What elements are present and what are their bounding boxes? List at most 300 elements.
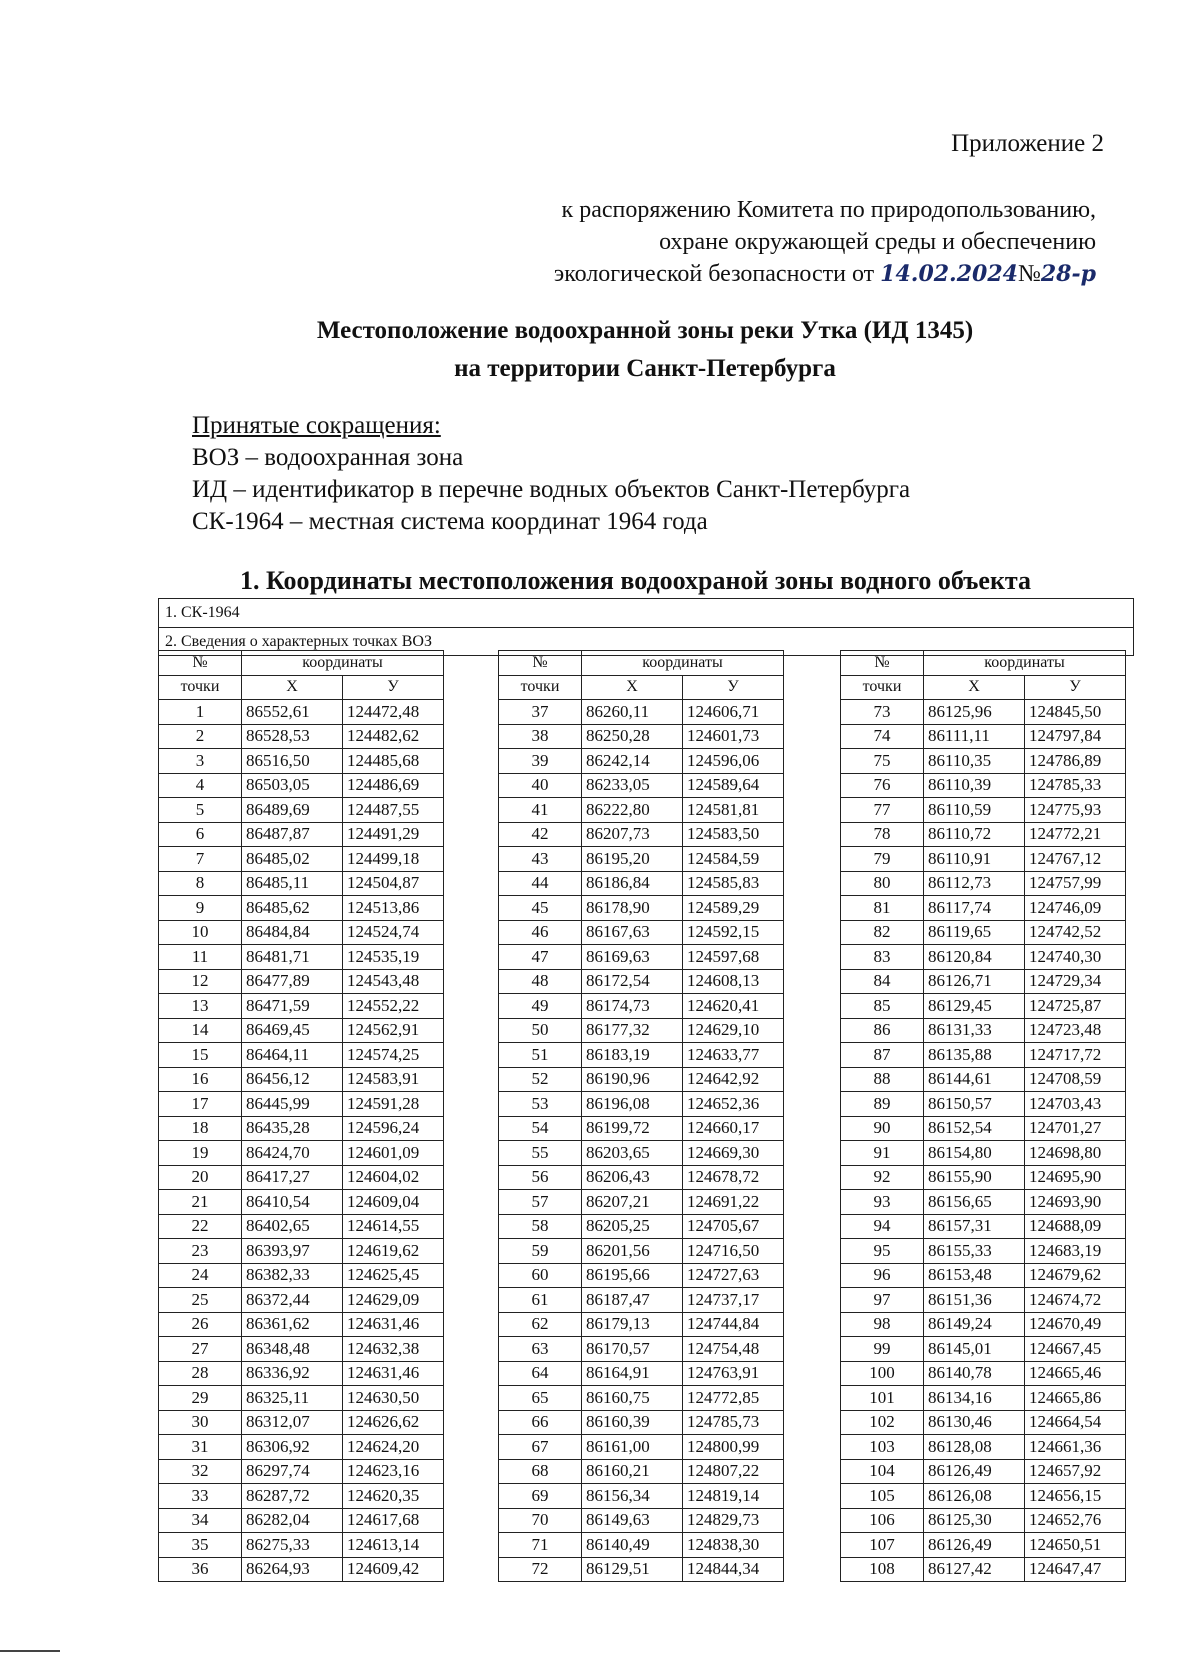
point-number: 98 — [841, 1312, 924, 1337]
table-row — [499, 1508, 839, 1533]
point-number: 47 — [499, 945, 582, 970]
point-x: 86503,05 — [242, 773, 343, 798]
point-x: 86135,88 — [924, 1043, 1025, 1068]
point-number: 93 — [841, 1190, 924, 1215]
table-row — [841, 1214, 1181, 1239]
point-x: 86435,28 — [242, 1116, 343, 1141]
table-row — [841, 1067, 1181, 1092]
table-row — [159, 1214, 499, 1239]
point-x: 86250,28 — [582, 724, 683, 749]
point-y: 124665,86 — [1025, 1386, 1126, 1411]
point-number: 13 — [159, 994, 242, 1019]
point-number: 1 — [159, 700, 242, 725]
handwritten-number: 28-р — [1040, 261, 1096, 287]
point-x: 86160,39 — [582, 1410, 683, 1435]
point-x: 86361,62 — [242, 1312, 343, 1337]
point-number: 73 — [841, 700, 924, 725]
point-number: 97 — [841, 1288, 924, 1313]
point-number: 37 — [499, 700, 582, 725]
point-y: 124688,09 — [1025, 1214, 1126, 1239]
point-number: 54 — [499, 1116, 582, 1141]
point-number: 45 — [499, 896, 582, 921]
table-row — [159, 1043, 499, 1068]
point-number: 72 — [499, 1557, 582, 1582]
point-number: 30 — [159, 1410, 242, 1435]
point-y: 124725,87 — [1025, 994, 1126, 1019]
point-y: 124584,59 — [683, 847, 784, 872]
table-row — [159, 1067, 499, 1092]
table-row — [499, 798, 839, 823]
point-number: 53 — [499, 1092, 582, 1117]
table-row — [499, 1043, 839, 1068]
point-x: 86282,04 — [242, 1508, 343, 1533]
table-row — [499, 700, 839, 725]
table-row — [159, 1018, 499, 1043]
point-y: 124601,09 — [343, 1141, 444, 1166]
point-number: 101 — [841, 1386, 924, 1411]
point-y: 124591,28 — [343, 1092, 444, 1117]
table-row — [499, 1092, 839, 1117]
point-number: 59 — [499, 1239, 582, 1264]
point-x: 86206,43 — [582, 1165, 683, 1190]
point-y: 124674,72 — [1025, 1288, 1126, 1313]
point-y: 124650,51 — [1025, 1533, 1126, 1558]
abbreviation-item: ИД – идентификатор в перечне водных объектов Санкт-Петербурга — [192, 476, 911, 503]
point-y: 124695,90 — [1025, 1165, 1126, 1190]
point-y: 124807,22 — [683, 1459, 784, 1484]
point-x: 86178,90 — [582, 896, 683, 921]
point-x: 86195,66 — [582, 1263, 683, 1288]
abbreviation-item: СК-1964 – местная система координат 1964 года — [192, 508, 708, 535]
point-y: 124596,24 — [343, 1116, 444, 1141]
table-row — [159, 1484, 499, 1509]
point-x: 86207,73 — [582, 822, 683, 847]
point-number: 58 — [499, 1214, 582, 1239]
point-x: 86160,75 — [582, 1386, 683, 1411]
table-row — [499, 1361, 839, 1386]
point-x: 86336,92 — [242, 1361, 343, 1386]
point-y: 124691,22 — [683, 1190, 784, 1215]
table-row — [159, 1337, 499, 1362]
table-row — [159, 1288, 499, 1313]
header-y: У — [1025, 675, 1126, 700]
table-row — [159, 847, 499, 872]
point-number: 42 — [499, 822, 582, 847]
point-x: 86119,65 — [924, 920, 1025, 945]
table-row — [499, 773, 839, 798]
point-number: 57 — [499, 1190, 582, 1215]
point-number: 84 — [841, 969, 924, 994]
point-x: 86552,61 — [242, 700, 343, 725]
table-row — [841, 1435, 1181, 1460]
point-x: 86126,49 — [924, 1459, 1025, 1484]
point-y: 124800,99 — [683, 1435, 784, 1460]
point-x: 86134,16 — [924, 1386, 1025, 1411]
point-y: 124631,46 — [343, 1361, 444, 1386]
point-x: 86297,74 — [242, 1459, 343, 1484]
point-y: 124667,45 — [1025, 1337, 1126, 1362]
point-y: 124767,12 — [1025, 847, 1126, 872]
point-y: 124652,76 — [1025, 1508, 1126, 1533]
point-x: 86477,89 — [242, 969, 343, 994]
table-row — [841, 969, 1181, 994]
point-number: 91 — [841, 1141, 924, 1166]
point-x: 86325,11 — [242, 1386, 343, 1411]
table-row — [159, 1361, 499, 1386]
point-x: 86205,25 — [582, 1214, 683, 1239]
point-x: 86481,71 — [242, 945, 343, 970]
handwritten-date: 14.02.2024 — [880, 261, 1018, 287]
point-y: 124772,85 — [683, 1386, 784, 1411]
table-row — [499, 969, 839, 994]
point-y: 124482,62 — [343, 724, 444, 749]
header-spacer — [1126, 651, 1181, 700]
point-x: 86110,39 — [924, 773, 1025, 798]
table-row — [499, 1386, 839, 1411]
table-row — [499, 847, 839, 872]
point-number: 41 — [499, 798, 582, 823]
point-number: 49 — [499, 994, 582, 1019]
point-y: 124609,42 — [343, 1557, 444, 1582]
point-x: 86155,33 — [924, 1239, 1025, 1264]
table-row — [159, 969, 499, 994]
point-x: 86149,24 — [924, 1312, 1025, 1337]
point-x: 86183,19 — [582, 1043, 683, 1068]
point-y: 124601,73 — [683, 724, 784, 749]
point-x: 86190,96 — [582, 1067, 683, 1092]
table-row — [841, 1116, 1181, 1141]
table-row — [499, 1288, 839, 1313]
point-y: 124606,71 — [683, 700, 784, 725]
table-row — [841, 1337, 1181, 1362]
point-number: 74 — [841, 724, 924, 749]
header-x: X — [924, 675, 1025, 700]
table-row — [499, 1459, 839, 1484]
point-x: 86464,11 — [242, 1043, 343, 1068]
point-y: 124844,34 — [683, 1557, 784, 1582]
table-row — [159, 724, 499, 749]
point-y: 124656,15 — [1025, 1484, 1126, 1509]
point-x: 86144,61 — [924, 1067, 1025, 1092]
table-row — [159, 1263, 499, 1288]
point-number: 8 — [159, 871, 242, 896]
point-number: 94 — [841, 1214, 924, 1239]
point-y: 124763,91 — [683, 1361, 784, 1386]
header-spacer — [784, 651, 839, 700]
point-number: 79 — [841, 847, 924, 872]
point-y: 124838,30 — [683, 1533, 784, 1558]
point-y: 124629,09 — [343, 1288, 444, 1313]
table-row — [499, 822, 839, 847]
point-x: 86207,21 — [582, 1190, 683, 1215]
point-number: 44 — [499, 871, 582, 896]
decree-line-3 — [554, 258, 1096, 290]
point-number: 46 — [499, 920, 582, 945]
table-row — [841, 871, 1181, 896]
point-x: 86516,50 — [242, 749, 343, 774]
table-row — [841, 920, 1181, 945]
document-title — [0, 312, 1200, 388]
table-row — [159, 1459, 499, 1484]
point-x: 86242,14 — [582, 749, 683, 774]
point-number: 83 — [841, 945, 924, 970]
footer-rule — [0, 1650, 60, 1652]
point-y: 124746,09 — [1025, 896, 1126, 921]
point-number: 14 — [159, 1018, 242, 1043]
point-x: 86125,30 — [924, 1508, 1025, 1533]
point-y: 124845,50 — [1025, 700, 1126, 725]
point-y: 124513,86 — [343, 896, 444, 921]
decree-line-3-text: экологической безопасности от — [553, 261, 875, 287]
point-y: 124626,62 — [343, 1410, 444, 1435]
point-y: 124744,84 — [683, 1312, 784, 1337]
point-y: 124757,99 — [1025, 871, 1126, 896]
point-x: 86306,92 — [242, 1435, 343, 1460]
point-y: 124723,48 — [1025, 1018, 1126, 1043]
point-y: 124619,62 — [343, 1239, 444, 1264]
section-title: 1. Координаты местоположения водоохраной зоны водного объекта — [240, 566, 1032, 595]
point-x: 86126,49 — [924, 1533, 1025, 1558]
point-number: 3 — [159, 749, 242, 774]
point-x: 86196,08 — [582, 1092, 683, 1117]
point-x: 86110,91 — [924, 847, 1025, 872]
point-number: 11 — [159, 945, 242, 970]
point-y: 124661,36 — [1025, 1435, 1126, 1460]
header-point: точки — [159, 675, 242, 700]
point-number: 89 — [841, 1092, 924, 1117]
header-y: У — [343, 675, 444, 700]
points-info-row: 2. Сведения о характерных точках ВОЗ — [165, 633, 432, 650]
point-number: 27 — [159, 1337, 242, 1362]
point-x: 86151,36 — [924, 1288, 1025, 1313]
point-x: 86150,57 — [924, 1092, 1025, 1117]
point-y: 124705,67 — [683, 1214, 784, 1239]
point-y: 124625,45 — [343, 1263, 444, 1288]
point-number: 61 — [499, 1288, 582, 1313]
point-y: 124562,91 — [343, 1018, 444, 1043]
point-number: 38 — [499, 724, 582, 749]
point-x: 86155,90 — [924, 1165, 1025, 1190]
coordinates-table-2 — [498, 650, 838, 1582]
point-x: 86312,07 — [242, 1410, 343, 1435]
point-number: 39 — [499, 749, 582, 774]
table-row — [499, 1214, 839, 1239]
abbreviations-block — [192, 410, 910, 538]
point-y: 124604,02 — [343, 1165, 444, 1190]
table-row — [841, 1508, 1181, 1533]
point-x: 86199,72 — [582, 1116, 683, 1141]
point-number: 96 — [841, 1263, 924, 1288]
table-row — [841, 1018, 1181, 1043]
table-row — [841, 945, 1181, 970]
point-y: 124613,14 — [343, 1533, 444, 1558]
point-x: 86110,72 — [924, 822, 1025, 847]
table-row — [841, 1190, 1181, 1215]
point-number: 56 — [499, 1165, 582, 1190]
point-y: 124717,72 — [1025, 1043, 1126, 1068]
table-row — [159, 1092, 499, 1117]
header-point: точки — [841, 675, 924, 700]
point-y: 124754,48 — [683, 1337, 784, 1362]
point-number: 48 — [499, 969, 582, 994]
point-x: 86169,63 — [582, 945, 683, 970]
point-number: 86 — [841, 1018, 924, 1043]
point-y: 124683,19 — [1025, 1239, 1126, 1264]
table-row — [499, 1263, 839, 1288]
point-y: 124596,06 — [683, 749, 784, 774]
header-coordinates: координаты — [924, 651, 1126, 676]
point-number: 65 — [499, 1386, 582, 1411]
point-x: 86177,32 — [582, 1018, 683, 1043]
point-number: 50 — [499, 1018, 582, 1043]
point-x: 86445,99 — [242, 1092, 343, 1117]
point-x: 86485,62 — [242, 896, 343, 921]
point-x: 86410,54 — [242, 1190, 343, 1215]
table-row — [499, 1533, 839, 1558]
point-y: 124617,68 — [343, 1508, 444, 1533]
point-number: 36 — [159, 1557, 242, 1582]
point-y: 124740,30 — [1025, 945, 1126, 970]
decree-reference — [554, 194, 1096, 290]
point-y: 124589,64 — [683, 773, 784, 798]
table-row — [841, 1533, 1181, 1558]
point-y: 124485,68 — [343, 749, 444, 774]
point-y: 124669,30 — [683, 1141, 784, 1166]
point-number: 70 — [499, 1508, 582, 1533]
point-x: 86161,00 — [582, 1435, 683, 1460]
table-row — [159, 871, 499, 896]
point-y: 124614,55 — [343, 1214, 444, 1239]
point-y: 124716,50 — [683, 1239, 784, 1264]
point-number: 20 — [159, 1165, 242, 1190]
header-y: У — [683, 675, 784, 700]
point-y: 124583,50 — [683, 822, 784, 847]
coordinate-system-row: 1. СК-1964 — [159, 599, 1133, 628]
table-row — [159, 773, 499, 798]
table-row — [159, 1116, 499, 1141]
point-y: 124581,81 — [683, 798, 784, 823]
point-x: 86424,70 — [242, 1141, 343, 1166]
header-x: X — [582, 675, 683, 700]
point-x: 86130,46 — [924, 1410, 1025, 1435]
point-y: 124742,52 — [1025, 920, 1126, 945]
point-y: 124629,10 — [683, 1018, 784, 1043]
table-row — [499, 1067, 839, 1092]
point-number: 34 — [159, 1508, 242, 1533]
point-x: 86129,51 — [582, 1557, 683, 1582]
point-number: 107 — [841, 1533, 924, 1558]
point-x: 86156,65 — [924, 1190, 1025, 1215]
table-row — [159, 1533, 499, 1558]
point-number: 105 — [841, 1484, 924, 1509]
table-row — [499, 920, 839, 945]
table-row — [499, 724, 839, 749]
point-x: 86372,44 — [242, 1288, 343, 1313]
point-x: 86187,47 — [582, 1288, 683, 1313]
point-number: 4 — [159, 773, 242, 798]
point-number: 51 — [499, 1043, 582, 1068]
point-y: 124660,17 — [683, 1116, 784, 1141]
point-number: 40 — [499, 773, 582, 798]
table-row — [159, 749, 499, 774]
point-number: 19 — [159, 1141, 242, 1166]
point-number: 62 — [499, 1312, 582, 1337]
point-y: 124583,91 — [343, 1067, 444, 1092]
point-y: 124664,54 — [1025, 1410, 1126, 1435]
point-number: 87 — [841, 1043, 924, 1068]
point-number: 64 — [499, 1361, 582, 1386]
point-y: 124678,72 — [683, 1165, 784, 1190]
coordinates-table-1 — [158, 650, 498, 1582]
point-y: 124597,68 — [683, 945, 784, 970]
point-number: 24 — [159, 1263, 242, 1288]
table-row — [499, 1410, 839, 1435]
table-row — [841, 1263, 1181, 1288]
point-number: 21 — [159, 1190, 242, 1215]
point-number: 28 — [159, 1361, 242, 1386]
point-number: 71 — [499, 1533, 582, 1558]
point-number: 75 — [841, 749, 924, 774]
point-x: 86110,59 — [924, 798, 1025, 823]
point-number: 77 — [841, 798, 924, 823]
table-row — [499, 1312, 839, 1337]
point-number: 9 — [159, 896, 242, 921]
point-y: 124632,38 — [343, 1337, 444, 1362]
point-number: 99 — [841, 1337, 924, 1362]
table-row — [841, 1043, 1181, 1068]
point-y: 124592,15 — [683, 920, 784, 945]
table-row — [841, 1312, 1181, 1337]
point-x: 86485,02 — [242, 847, 343, 872]
point-number: 43 — [499, 847, 582, 872]
point-number: 17 — [159, 1092, 242, 1117]
table-row — [841, 700, 1181, 725]
point-number: 35 — [159, 1533, 242, 1558]
point-y: 124631,46 — [343, 1312, 444, 1337]
point-number: 69 — [499, 1484, 582, 1509]
point-y: 124472,48 — [343, 700, 444, 725]
point-y: 124585,83 — [683, 871, 784, 896]
point-x: 86275,33 — [242, 1533, 343, 1558]
point-x: 86167,63 — [582, 920, 683, 945]
point-number: 104 — [841, 1459, 924, 1484]
point-number: 52 — [499, 1067, 582, 1092]
point-x: 86149,63 — [582, 1508, 683, 1533]
table-row — [499, 749, 839, 774]
point-x: 86260,11 — [582, 700, 683, 725]
point-number: 2 — [159, 724, 242, 749]
table-row — [499, 1141, 839, 1166]
table-row — [499, 1018, 839, 1043]
point-number: 108 — [841, 1557, 924, 1582]
table-row — [841, 1165, 1181, 1190]
point-x: 86128,08 — [924, 1435, 1025, 1460]
point-number: 26 — [159, 1312, 242, 1337]
table-row — [841, 1141, 1181, 1166]
table-row — [159, 1508, 499, 1533]
table-row — [841, 1092, 1181, 1117]
point-number: 76 — [841, 773, 924, 798]
decree-line-1: к распоряжению Комитета по природопользованию, — [561, 197, 1096, 223]
point-x: 86222,80 — [582, 798, 683, 823]
point-y: 124499,18 — [343, 847, 444, 872]
point-x: 86127,42 — [924, 1557, 1025, 1582]
point-x: 86110,35 — [924, 749, 1025, 774]
point-y: 124642,92 — [683, 1067, 784, 1092]
point-number: 33 — [159, 1484, 242, 1509]
table-row — [841, 749, 1181, 774]
point-y: 124819,14 — [683, 1484, 784, 1509]
